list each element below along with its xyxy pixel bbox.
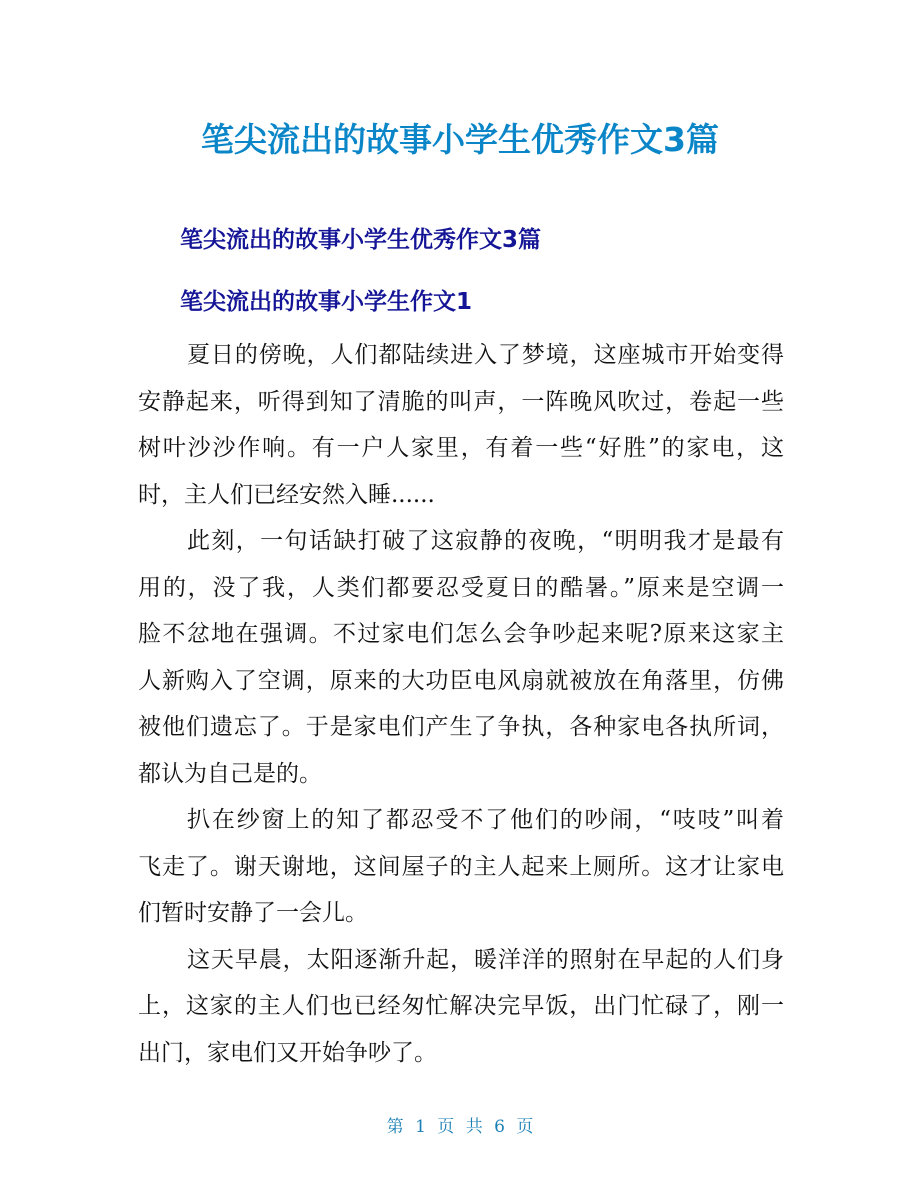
paragraph-line: 此刻，一句话缺打破了这寂静的夜晚，“明明我才是最有: [187, 528, 784, 554]
paragraph-line: 上，这家的主人们也已经匆忙解决完早饭，出门忙碌了，刚一: [138, 993, 784, 1019]
paragraph-line: 都认为自己是的。: [138, 760, 322, 787]
paragraph-line: 时，主人们已经安然入睡......: [138, 481, 435, 508]
paragraph-line: 飞走了。谢天谢地，这间屋子的主人起来上厕所。这才让家电: [138, 853, 784, 880]
paragraph-line: 树叶沙沙作响。有一户人家里，有着一些“好胜”的家电，这: [138, 435, 784, 461]
paragraph-line: 们暂时安静了一会儿。: [138, 900, 368, 926]
paragraph-line: 被他们遗忘了。于是家电们产生了争执，各种家电各执所词，: [138, 714, 784, 740]
paragraph-line: 夏日的傍晚，人们都陆续进入了梦境，这座城市开始变得: [187, 342, 784, 368]
document-subtitle: 笔尖流出的故事小学生优秀作文3篇: [180, 227, 542, 253]
paragraph-line: 脸不忿地在强调。不过家电们怎么会争吵起来呢?原来这家主: [138, 621, 784, 647]
essay-heading: 笔尖流出的故事小学生作文1: [180, 289, 473, 315]
paragraph-line: 这天早晨，太阳逐渐升起，暖洋洋的照射在早起的人们身: [187, 946, 784, 973]
paragraph-line: 扒在纱窗上的知了都忍受不了他们的吵闹，“吱吱”叫着: [187, 807, 784, 833]
document-title: 笔尖流出的故事小学生优秀作文3篇: [201, 120, 719, 159]
paragraph-line: 出门，家电们又开始争吵了。: [138, 1039, 437, 1066]
paragraph-line: 人新购入了空调，原来的大功臣电风扇就被放在角落里，仿佛: [138, 667, 784, 694]
paragraph-line: 用的，没了我，人类们都要忍受夏日的酷暑。”原来是空调一: [138, 574, 784, 601]
essay-body: [138, 332, 784, 1076]
page-footer: 第 1 页 共 6 页: [386, 1117, 534, 1137]
paragraph-line: 安静起来，听得到知了清脆的叫声，一阵晚风吹过，卷起一些: [138, 388, 784, 415]
